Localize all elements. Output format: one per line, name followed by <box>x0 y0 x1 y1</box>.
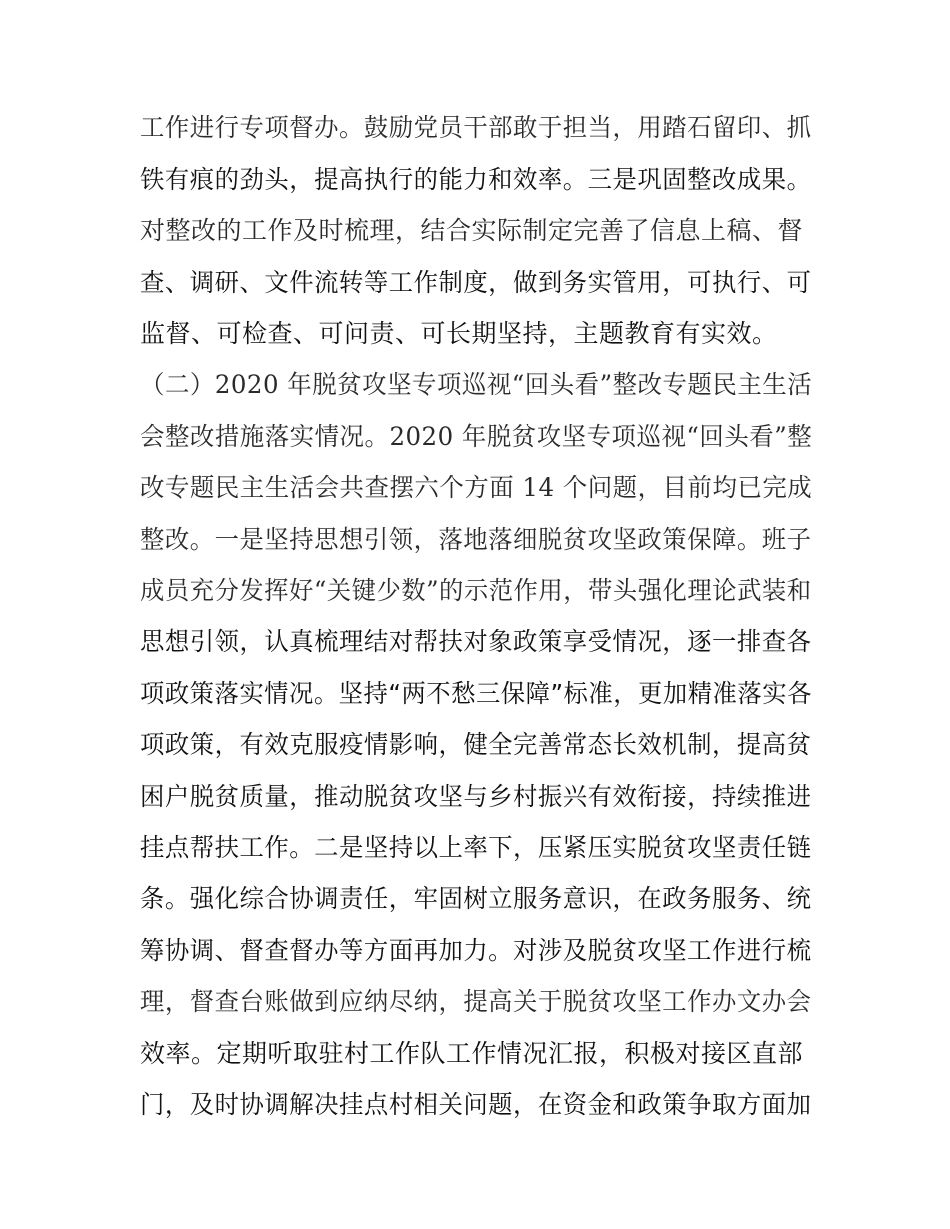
text-line: 改专题民主生活会共查摆六个方面 14 个问题，目前均已完成 <box>140 473 813 502</box>
text-line: 思想引领，认真梳理结对帮扶对象政策享受情况，逐一排查各 <box>140 627 812 656</box>
text-line: 会整改措施落实情况。2020 年脱贫攻坚专项巡视“回头看”整 <box>140 422 813 451</box>
text-line: 成员充分发挥好“关键少数”的示范作用，带头强化理论武装和 <box>140 576 812 605</box>
text-line: 困户脱贫质量，推动脱贫攻坚与乡村振兴有效衔接，持续推进 <box>140 782 812 811</box>
text-line: 整改。一是坚持思想引领，落地落细脱贫攻坚政策保障。班子 <box>140 525 812 554</box>
text-line: 门，及时协调解决挂点村相关问题，在资金和政策争取方面加 <box>140 1090 812 1119</box>
text-line: 查、调研、文件流转等工作制度，做到务实管用，可执行、可 <box>140 268 812 297</box>
text-line: 效率。定期听取驻村工作队工作情况汇报，积极对接区直部 <box>140 1039 804 1068</box>
text-line: 监督、可检查、可问责、可长期坚持，主题教育有实效。 <box>140 319 778 348</box>
text-line: 项政策，有效克服疫情影响，健全完善常态长效机制，提高贫 <box>140 730 812 759</box>
text-line: 对整改的工作及时梳理，结合实际制定完善了信息上稿、督 <box>140 216 804 245</box>
section-heading-line: （二）2020 年脱贫攻坚专项巡视“回头看”整改专题民主生活 <box>140 370 813 399</box>
text-line: 铁有痕的劲头，提高执行的能力和效率。三是巩固整改成果。 <box>140 165 812 194</box>
text-line: 理，督查台账做到应纳尽纳，提高关于脱贫攻坚工作办文办会 <box>140 987 812 1016</box>
text-line: 条。强化综合协调责任，牢固树立服务意识，在政务服务、统 <box>140 884 812 913</box>
text-line: 挂点帮扶工作。二是坚持以上率下，压紧压实脱贫攻坚责任链 <box>140 833 812 862</box>
text-line: 工作进行专项督办。鼓励党员干部敢于担当，用踏石留印、抓 <box>140 113 812 142</box>
text-line: 筹协调、督查督办等方面再加力。对涉及脱贫攻坚工作进行梳 <box>140 936 812 965</box>
text-line: 项政策落实情况。坚持“两不愁三保障”标准，更加精准落实各 <box>140 679 812 708</box>
